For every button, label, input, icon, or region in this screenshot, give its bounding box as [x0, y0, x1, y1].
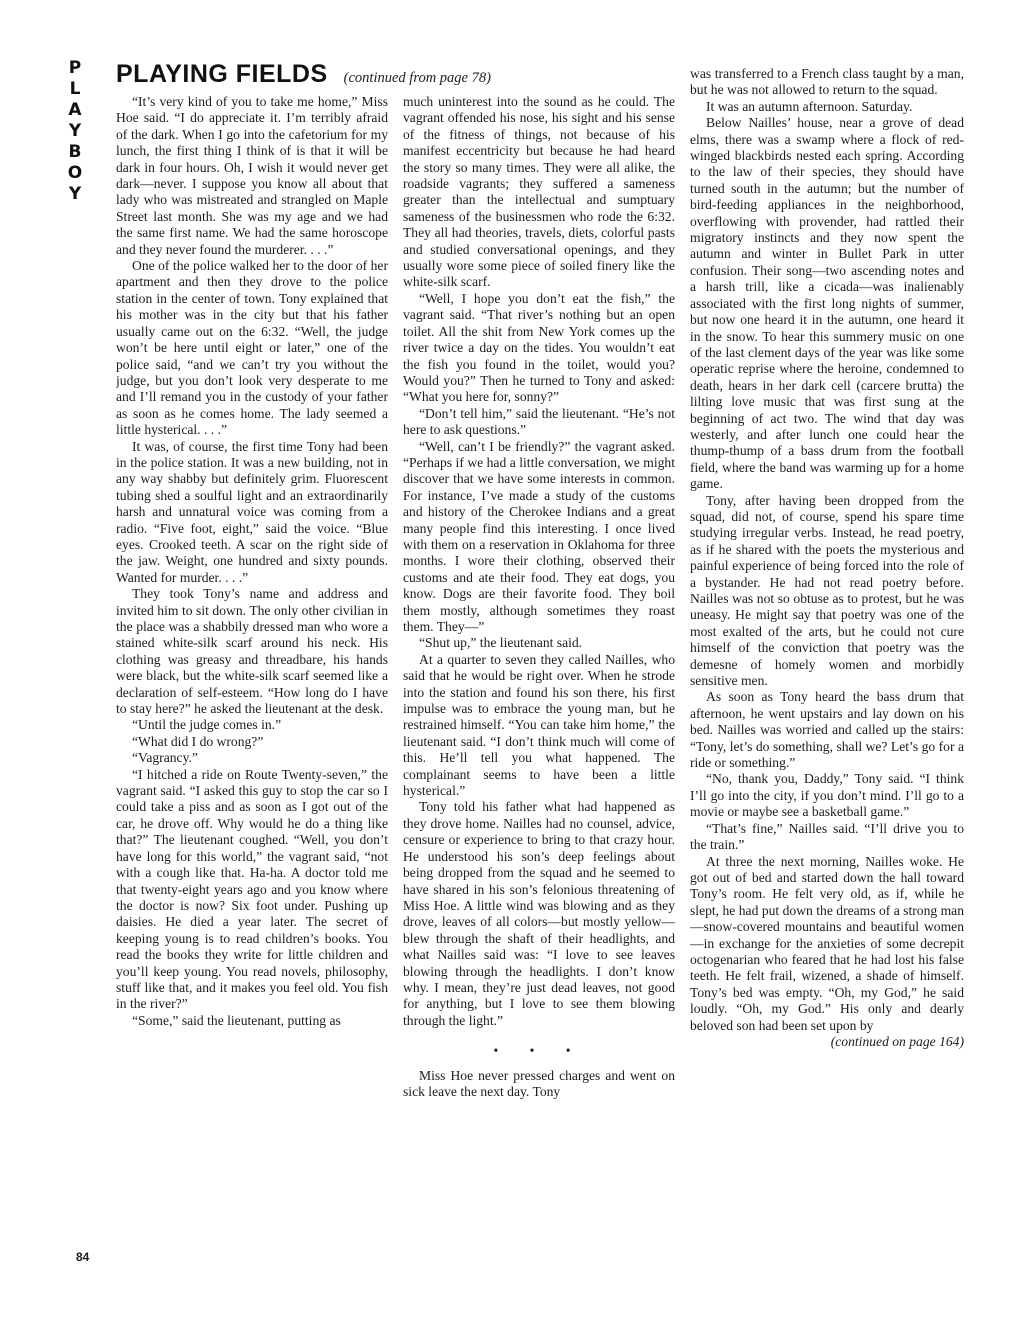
paragraph: “Don’t tell him,” said the lieutenant. “He’s not here to ask questions.”	[403, 405, 675, 438]
paragraph: Miss Hoe never pressed charges and went on sick leave the next day. Tony	[403, 1067, 675, 1099]
paragraph: Tony told his father what had happened as they drove home. Nailles had no counsel, advice, censure or experience to bring to that crazy hour. He understood his son’s deep feelings about being dropped from the squad and he seemed to have shared in his son’s felonious threatening of Miss Hoe. A little wind was blowing and as they drove, leaves of all colors—but mostly yellow—blew through the shaft of their headlights, and what Nailles said was: “I love to see leaves blowing through the headlights. I don’t know why. I mean, they’re just dead leaves, not good for anything, but I love to see them blowing through the light.”	[403, 799, 675, 1028]
paragraph: “It’s very kind of you to take me home,” Miss Hoe said. “I do appreciate it. I’m terribly afraid of the dark. When I go into the cafetorium for my lunch, the first thing I think of is that it will be dark in four hours. Oh, I wish it would never get dark—never. I suppose you know all about that lady who was mistreated and strangled on Maple Street last month. She was my age and we had the same first name. We had the same horoscope and they never found the murderer. . . .”	[116, 94, 388, 257]
paragraph: At three the next morning, Nailles woke. He got out of bed and started down the hall toward Tony’s room. He felt very old, as if, while he slept, he had put down the dreams of a strong man—snow-covered mountains and beautiful women—in exchange for the anxieties of some decrepit octogenarian who feared that he had lost his false teeth. He felt frail, wizened, a shade of himself. Tony’s bed was empty. “Oh, my God,” he said loudly. “Oh, my God.” His only and dearly beloved son had been set upon by	[690, 853, 964, 1033]
text-column-3	[690, 66, 964, 1272]
spine-letter: A	[68, 100, 82, 120]
paragraph: “That’s fine,” Nailles said. “I’ll drive you to the train.”	[690, 820, 964, 853]
spine-letter: Y	[68, 184, 82, 204]
paragraph: Tony, after having been dropped from the squad, did not, of course, spend his spare time studying irregular verbs. Instead, he read poetry, as if he shared with the poets the mysterious and painful experience of being forced into the role of a bystander. He had not read poetry before. Nailles was not so obtuse as to protest, but he was uneasy. He might say that poetry was one of the most exalted of the arts, but he could not cure himself of the conviction that poetry was the demesne of homely women and morbidly sensitive men.	[690, 492, 964, 689]
page-number: 84	[76, 1250, 90, 1264]
article-header	[116, 60, 491, 89]
paragraph: It was, of course, the first time Tony had been in the police station. It was a new building, not in any way shabby but definitely grim. Fluorescent tubing shed a soulful light and an extraordinarily harsh and unnatural voice was coming from a radio. “Five foot, eight,” said the voice. “Blue eyes. Crooked teeth. A scar on the right side of the jaw. Weight, one hundred and sixty pounds. Wanted for murder. . . .”	[116, 438, 388, 585]
paragraph: “Well, I hope you don’t eat the fish,” the vagrant said. “That river’s nothing but an open toilet. All the shit from New York comes up the river twice a day on the tides. You wouldn’t eat the fish you found in the toilet, would you? Would you?” Then he turned to Tony and asked: “What you here for, sonny?”	[403, 290, 675, 405]
spine-letter: Y	[68, 121, 82, 141]
paragraph: “Until the judge comes in.”	[132, 717, 282, 733]
paragraph: “Well, can’t I be friendly?” the vagrant asked. “Perhaps if we had a little conversation, we might discover that we have some interests in common. For instance, I’ve made a study of the customs and history of the Cherokee Indians and a great many people find this interesting. I once lived with them on a reservation in Oklahoma for three months. I wore their clothing, observed their customs and ate their food. They eat dogs, you know. Dogs are their favorite food. They boil them mostly, although sometimes they roast them. They—”	[403, 438, 675, 634]
paragraph: “No, thank you, Daddy,” Tony said. “I think I’ll go into the city, if you don’t mind. I’ll go to a movie or maybe see a basketball game.”	[690, 771, 964, 820]
paragraph: “What did I do wrong?”	[132, 733, 264, 749]
paragraph: They took Tony’s name and address and invited him to sit down. The only other civilian in the place was a shabbily dressed man who wore a stained white-silk scarf around his neck. His clothing was greasy and threadbare, his hands were black, but the white-silk scarf seemed like a declaration of self-esteem. “How long do I have to stay here?” he asked the lieutenant at the desk.	[116, 586, 388, 717]
paragraph: much uninterest into the sound as he could. The vagrant offended his nose, his sight and his sense of the fitness of things, not because of his manifest eccentricity but because he had heard the story so many times. They were all alike, the roadside vagrants; they suffered a sameness greater than the intellectual and sumptuary sameness of the businessmen who rode the 6:32. They all had theories, travels, diets, colorful pasts and studied conversational openings, and they usually wore some piece of soiled finery like the white-silk scarf.	[403, 94, 675, 290]
spine-letter: L	[69, 79, 81, 99]
text-column-1	[116, 94, 388, 1246]
spine-letter: P	[68, 58, 82, 78]
paragraph: One of the police walked her to the door of her apartment and then they drove to the police station in the center of town. Tony explained that his mother was in the city but that his father usually came out on the 6:32. “Well, the judge won’t be here until eight or later,” one of the police said, “and we can’t try you without the judge, but you don’t look very desperate to me and I’ll remand you in the custody of your father as soon as he comes home. The lady seemed a little hysterical. . . .”	[116, 258, 388, 438]
paragraph: “I hitched a ride on Route Twenty-seven,” the vagrant said. “I asked this guy to stop the car so I could take a piss and as soon as I got out of the car, he drove off. Why would he do a thing like that?” The lieutenant coughed. “Well, you don’t have long for this world,” the vagrant said, “not with a cough like that. Ha-ha. A doctor told me that twenty-eight years ago and you know where the doctor is now? Six foot under. Pushing up daisies. He died a year later. The secret of keeping young is to read children’s books. You read the books they write for little children and you’ll keep young. You read novels, philosophy, stuff like that, and it makes you feel old. You fish in the river?”	[116, 766, 388, 1012]
paragraph: “Shut up,” the lieutenant said.	[419, 635, 583, 651]
paragraph: At a quarter to seven they called Nailles, who said that he would be right over. When he strode into the station and found his son there, his first impulse was to embrace the young man, but he restrained himself. “You can take him home,” the lieutenant said. “I don’t think much will come of this. He’ll tell you what happened. The complainant seems to have been a little hysterical.”	[403, 651, 675, 799]
magazine-spine	[62, 58, 88, 205]
spine-letter: O	[67, 163, 83, 183]
paragraph: “Some,” said the lieutenant, putting as	[132, 1012, 341, 1028]
paragraph: was transferred to a French class taught by a man, but he was not allowed to return to the squad.	[690, 66, 964, 98]
continued-on-note: (continued on page 164)	[830, 1033, 964, 1049]
paragraph: Below Nailles’ house, near a grove of dead elms, there was a swamp where a flock of red-winged blackbirds nested each spring. According to the law of their species, they should have turned south in the autumn; but the number of bird-feeding appliances in the neighborhood, overflowing with provender, had rattled their migratory instincts and they now spent the autumn and winter in Bullet Park in utter confusion. Their song—two ascending notes and a harsh trill, like a cicada—was inalienably associated with the first long nights of summer, but now one heard it in the autumn, one heard it in the snow. To hear this summery music on one of the last clement days of the year was like some operatic reprise where the heroine, condemned to death, hears in her dark cell (carcere brutta) the lilting love music that was first sung at the beginning of act two. The wind that day was westerly, and after lunch one could hear the thump-thump of a bass drum from the football field, where the band was warming up for a home game.	[690, 115, 964, 492]
section-break: • • •	[493, 1043, 585, 1059]
text-column-2	[403, 94, 675, 1246]
paragraph: It was an autumn afternoon. Saturday.	[706, 98, 913, 114]
paragraph: “Vagrancy.”	[132, 750, 198, 766]
paragraph: As soon as Tony heard the bass drum that afternoon, he went upstairs and lay down on his bed. Nailles was worried and called up the stairs: “Tony, let’s do something, shall we? Let’s go for a ride or something.”	[690, 689, 964, 771]
continued-from-note: (continued from page 78)	[343, 70, 491, 86]
article-title: PLAYING FIELDS	[116, 60, 328, 88]
spine-letter: B	[68, 142, 82, 162]
